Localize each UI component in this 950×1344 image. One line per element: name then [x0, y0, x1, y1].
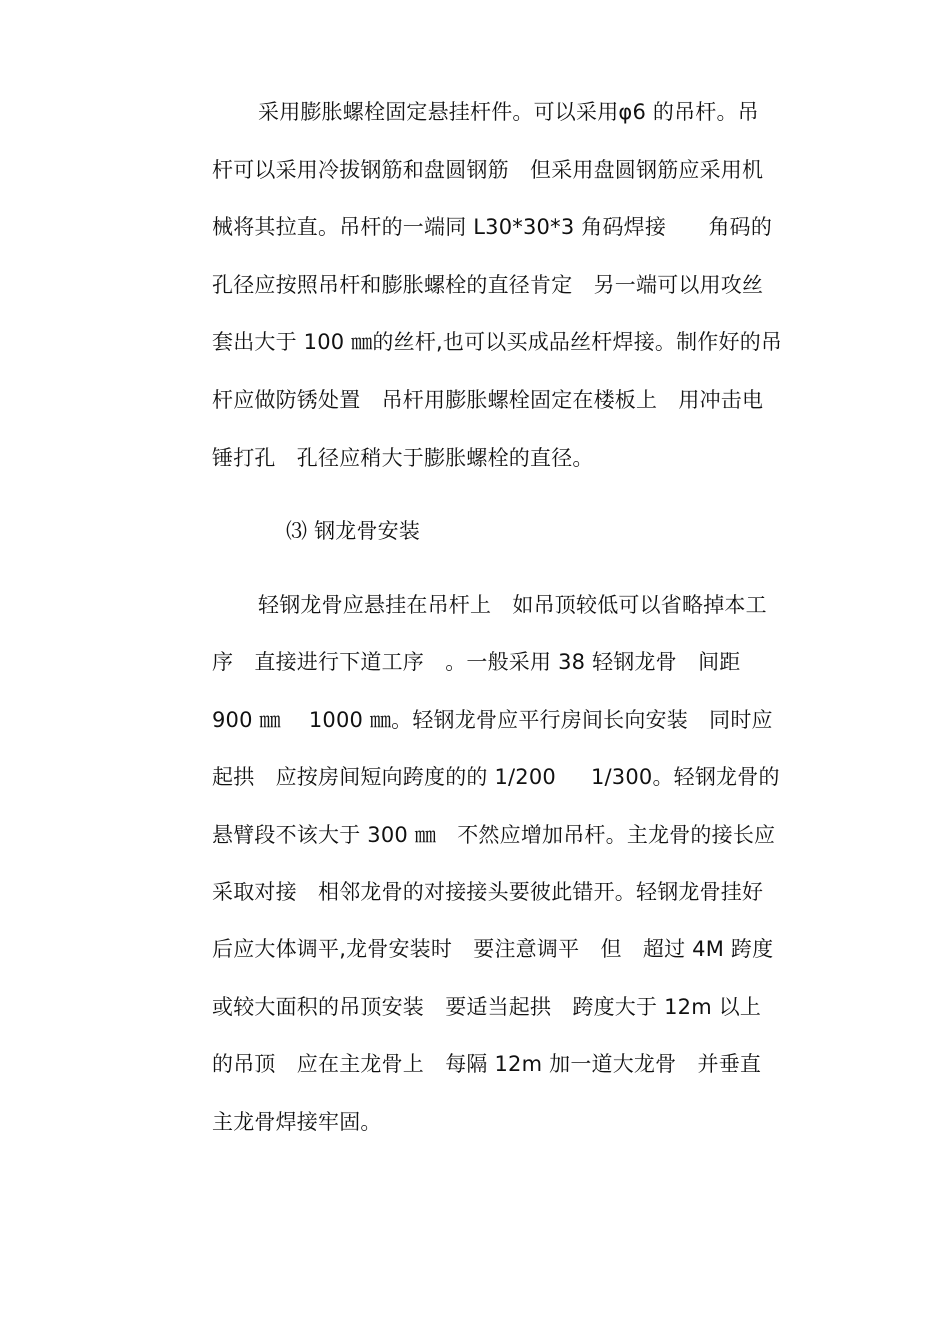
paragraph-2-line-7: 后应大体调平,龙骨安装时 要注意调平 但 超过 4M 跨度: [212, 937, 774, 961]
paragraph-1-line-6: 杆应做防锈处置 吊杆用膨胀螺栓固定在楼板上 用冲击电: [212, 388, 764, 412]
paragraph-2-line-5: 悬臂段不该大于 300 ㎜ 不然应增加吊杆。主龙骨的接长应: [212, 823, 776, 847]
paragraph-1-line-3: 械将其拉直。吊杆的一端同 L30*30*3 角码焊接 角码的: [212, 215, 773, 239]
paragraph-2-line-2: 序 直接进行下道工序 。一般采用 38 轻钢龙骨 间距: [212, 650, 741, 674]
paragraph-2-line-9: 的吊顶 应在主龙骨上 每隔 12m 加一道大龙骨 并垂直: [212, 1052, 762, 1076]
section-heading: ⑶ 钢龙骨安装: [286, 519, 421, 543]
paragraph-1-line-4: 孔径应按照吊杆和膨胀螺栓的直径肯定 另一端可以用攻丝: [212, 273, 764, 297]
paragraph-2-line-4: 起拱 应按房间短向跨度的的 1/200 1/300。轻钢龙骨的: [212, 765, 780, 789]
paragraph-1-line-5: 套出大于 100 ㎜的丝杆,也可以买成品丝杆焊接。制作好的吊: [212, 330, 783, 354]
paragraph-2-line-3: 900 ㎜ 1000 ㎜。轻钢龙骨应平行房间长向安装 同时应: [212, 708, 773, 732]
paragraph-2-line-8: 或较大面积的吊顶安装 要适当起拱 跨度大于 12m 以上: [212, 995, 762, 1019]
paragraph-1-line-1: 采用膨胀螺栓固定悬挂杆件。可以采用φ6 的吊杆。吊: [258, 100, 759, 124]
paragraph-1-line-7: 锤打孔 孔径应稍大于膨胀螺栓的直径。: [212, 446, 594, 470]
paragraph-2-line-1: 轻钢龙骨应悬挂在吊杆上 如吊顶较低可以省略掉本工: [258, 593, 767, 617]
paragraph-1-line-2: 杆可以采用冷拔钢筋和盘圆钢筋 但采用盘圆钢筋应采用机: [212, 158, 764, 182]
paragraph-2-line-6: 采取对接 相邻龙骨的对接接头要彼此错开。轻钢龙骨挂好: [212, 880, 764, 904]
paragraph-2-line-10: 主龙骨焊接牢固。: [212, 1110, 382, 1134]
